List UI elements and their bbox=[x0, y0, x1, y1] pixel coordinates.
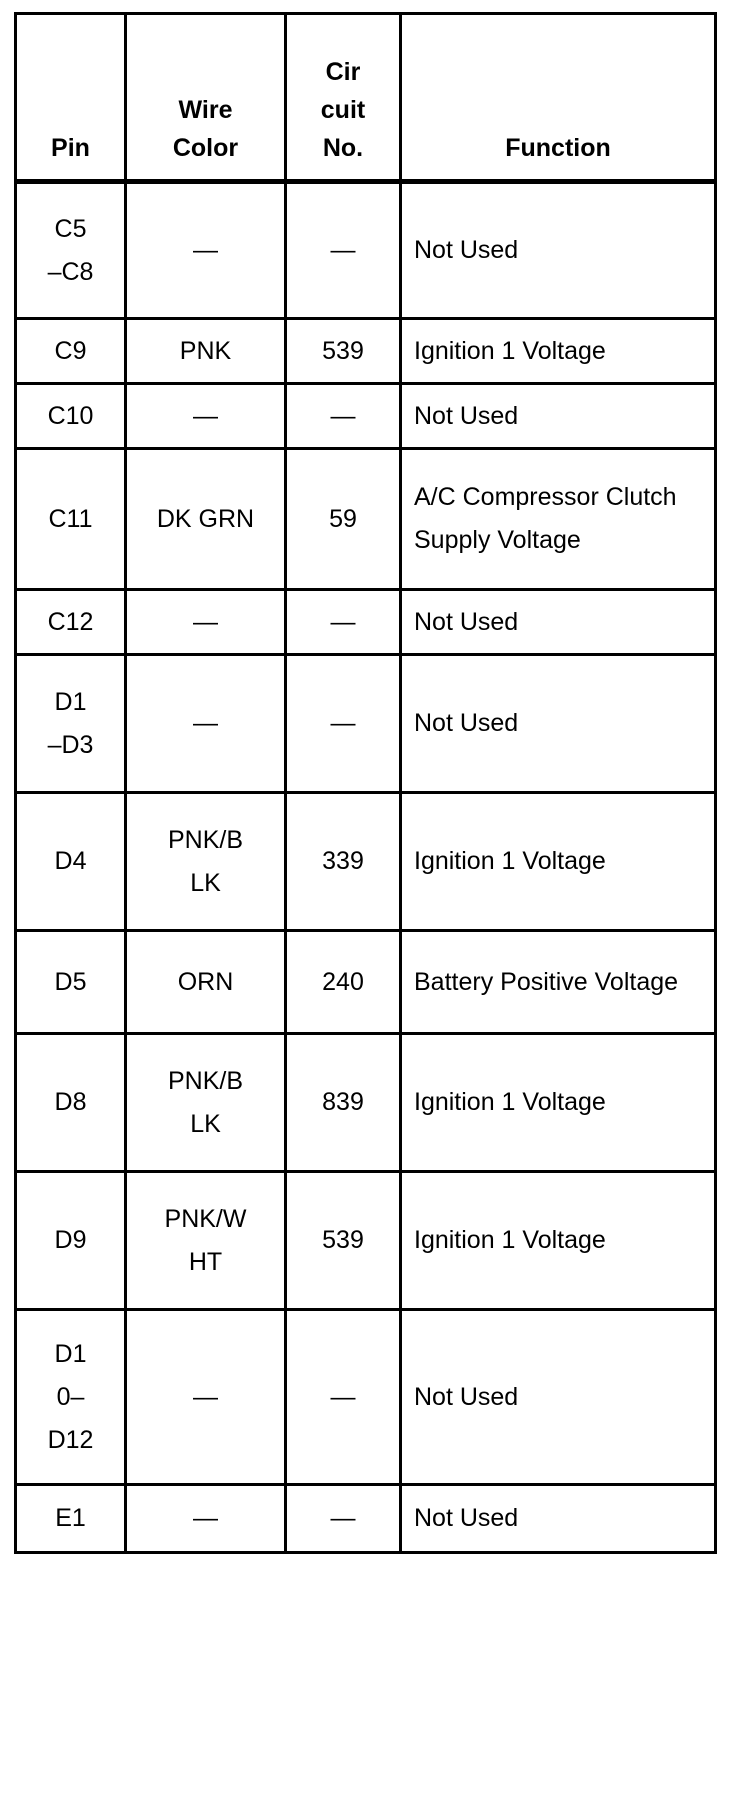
header-wire-color: Wire Color bbox=[126, 14, 286, 182]
table-row bbox=[16, 931, 716, 1034]
function-cell: Ignition 1 Voltage bbox=[401, 1172, 716, 1310]
pin-cell: C5 –C8 bbox=[16, 182, 126, 319]
wire-color-cell: — bbox=[126, 1310, 286, 1485]
pin-cell: D8 bbox=[16, 1034, 126, 1172]
circuit-no-cell: 539 bbox=[286, 319, 401, 384]
wire-color-cell: — bbox=[126, 1485, 286, 1553]
table-row bbox=[16, 1172, 716, 1310]
function-cell: Ignition 1 Voltage bbox=[401, 319, 716, 384]
wire-color-cell: — bbox=[126, 384, 286, 449]
function-cell: Not Used bbox=[401, 384, 716, 449]
function-cell: Not Used bbox=[401, 590, 716, 655]
wire-color-cell: — bbox=[126, 182, 286, 319]
pin-cell: C11 bbox=[16, 449, 126, 590]
wire-color-cell: PNK bbox=[126, 319, 286, 384]
pin-cell: C10 bbox=[16, 384, 126, 449]
function-cell: A/C Compressor Clutch Supply Voltage bbox=[401, 449, 716, 590]
pin-cell: D1 –D3 bbox=[16, 655, 126, 793]
function-cell: Ignition 1 Voltage bbox=[401, 793, 716, 931]
table-row bbox=[16, 655, 716, 793]
wire-color-cell: PNK/B LK bbox=[126, 793, 286, 931]
pin-cell: D5 bbox=[16, 931, 126, 1034]
pin-cell: D1 0– D12 bbox=[16, 1310, 126, 1485]
table-row bbox=[16, 319, 716, 384]
pinout-table bbox=[14, 12, 717, 1554]
header-pin: Pin bbox=[16, 14, 126, 182]
table-row bbox=[16, 1034, 716, 1172]
header-circuit-no: Cir cuit No. bbox=[286, 14, 401, 182]
circuit-no-cell: — bbox=[286, 590, 401, 655]
circuit-no-cell: 240 bbox=[286, 931, 401, 1034]
function-cell: Not Used bbox=[401, 182, 716, 319]
header-function: Function bbox=[401, 14, 716, 182]
table-row bbox=[16, 449, 716, 590]
wire-color-cell: — bbox=[126, 655, 286, 793]
circuit-no-cell: 339 bbox=[286, 793, 401, 931]
table-row bbox=[16, 793, 716, 931]
table-row bbox=[16, 1310, 716, 1485]
circuit-no-cell: 59 bbox=[286, 449, 401, 590]
pin-cell: C12 bbox=[16, 590, 126, 655]
pin-cell: C9 bbox=[16, 319, 126, 384]
table-body bbox=[16, 182, 716, 1553]
wire-color-cell: PNK/B LK bbox=[126, 1034, 286, 1172]
circuit-no-cell: 539 bbox=[286, 1172, 401, 1310]
wire-color-cell: — bbox=[126, 590, 286, 655]
pin-cell: E1 bbox=[16, 1485, 126, 1553]
table-row bbox=[16, 1485, 716, 1553]
table-row bbox=[16, 182, 716, 319]
pin-cell: D9 bbox=[16, 1172, 126, 1310]
circuit-no-cell: — bbox=[286, 182, 401, 319]
circuit-no-cell: — bbox=[286, 384, 401, 449]
pin-cell: D4 bbox=[16, 793, 126, 931]
circuit-no-cell: 839 bbox=[286, 1034, 401, 1172]
table-header bbox=[16, 14, 716, 182]
function-cell: Ignition 1 Voltage bbox=[401, 1034, 716, 1172]
header-row bbox=[16, 14, 716, 182]
circuit-no-cell: — bbox=[286, 1485, 401, 1553]
table-row bbox=[16, 590, 716, 655]
wire-color-cell: PNK/W HT bbox=[126, 1172, 286, 1310]
function-cell: Not Used bbox=[401, 1310, 716, 1485]
function-cell: Not Used bbox=[401, 655, 716, 793]
table-row bbox=[16, 384, 716, 449]
circuit-no-cell: — bbox=[286, 655, 401, 793]
function-cell: Battery Positive Voltage bbox=[401, 931, 716, 1034]
circuit-no-cell: — bbox=[286, 1310, 401, 1485]
wire-color-cell: DK GRN bbox=[126, 449, 286, 590]
function-cell: Not Used bbox=[401, 1485, 716, 1553]
wire-color-cell: ORN bbox=[126, 931, 286, 1034]
